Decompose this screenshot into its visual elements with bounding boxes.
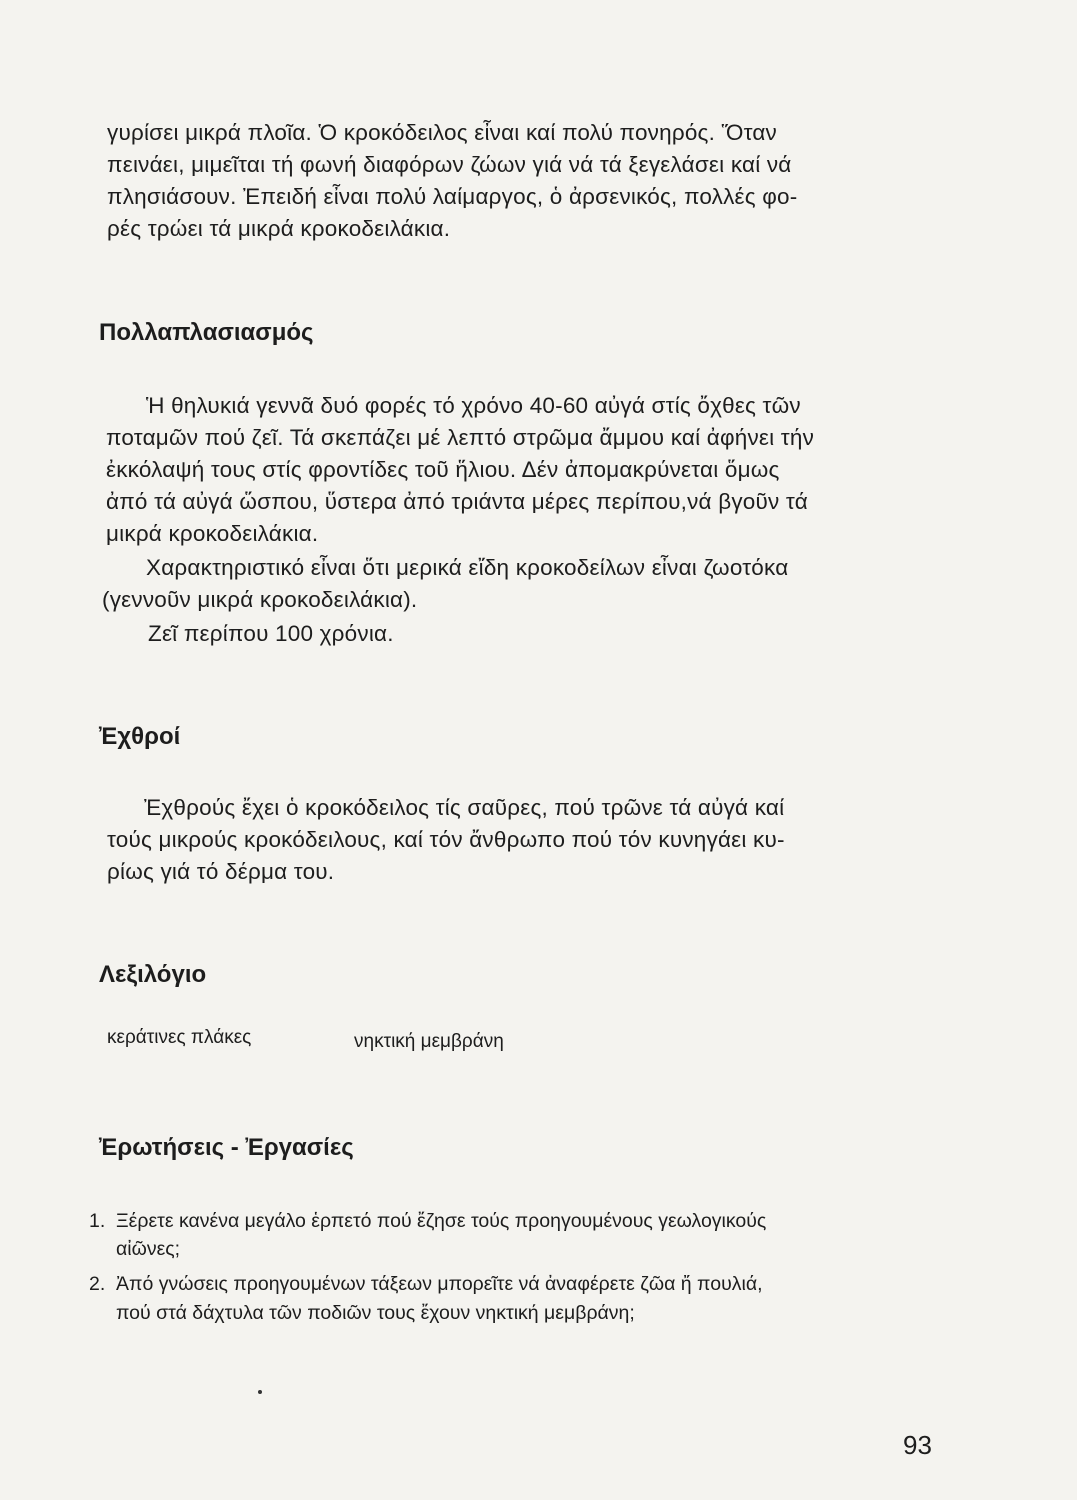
print-speck xyxy=(258,1390,262,1394)
section-heading-reproduction: Πολλαπλασιασμός xyxy=(99,319,314,346)
reproduction-line: ποταμῶν πού ζεῖ. Τά σκεπάζει μέ λεπτό στρῶμα ἄμμου καί ἀφήνει τήν xyxy=(106,425,815,450)
question-number: 2. xyxy=(89,1273,106,1295)
section-heading-glossary: Λεξιλόγιο xyxy=(99,961,207,988)
reproduction-line: ἀπό τά αὐγά ὥσπου, ὕστερα ἀπό τριάντα μέρες περίπου,νά βγοῦν τά xyxy=(106,489,808,514)
intro-line: ρές τρώει τά μικρά κροκοδειλάκια. xyxy=(107,216,451,241)
question-line: Ἀπό γνώσεις προηγουμένων τάξεων μπορεῖτε νά ἀναφέρετε ζῶα ἤ πουλιά, xyxy=(116,1273,763,1295)
enemies-line: ρίως γιά τό δέρμα του. xyxy=(107,859,335,884)
enemies-line: τούς μικρούς κροκόδειλους, καί τόν ἄνθρωπο πού τόν κυνηγάει κυ- xyxy=(107,827,785,852)
intro-line: πλησιάσουν. Ἐπειδή εἶναι πολύ λαίμαργος, ὁ ἀρσενικός, πολλές φο- xyxy=(107,184,798,209)
question-line: πού στά δάχτυλα τῶν ποδιῶν τους ἔχουν νηκτική μεμβράνη; xyxy=(116,1302,635,1324)
reproduction-line: Χαρακτηριστικό εἶναι ὅτι μερικά εἴδη κροκοδείλων εἶναι ζωοτόκα xyxy=(146,555,789,580)
reproduction-line: (γεννοῦν μικρά κροκοδειλάκια). xyxy=(102,587,418,612)
section-heading-questions: Ἐρωτήσεις - Ἐργασίες xyxy=(99,1134,354,1161)
intro-line: πεινάει, μιμεῖται τή φωνή διαφόρων ζώων γιά νά τά ξεγελάσει καί νά xyxy=(107,152,792,177)
enemies-line: Ἐχθρούς ἔχει ὁ κροκόδειλος τίς σαῦρες, πού τρῶνε τά αὐγά καί xyxy=(144,795,785,820)
reproduction-line: μικρά κροκοδειλάκια. xyxy=(106,521,319,546)
intro-line: γυρίσει μικρά πλοῖα. Ὁ κροκόδειλος εἶναι καί πολύ πονηρός. Ὅταν xyxy=(107,120,778,145)
reproduction-line: Ζεῖ περίπου 100 χρόνια. xyxy=(148,621,394,646)
page-number: 93 xyxy=(903,1430,932,1460)
question-line: Ξέρετε κανένα μεγάλο ἑρπετό πού ἔζησε τούς προηγουμένους γεωλογικούς xyxy=(116,1210,767,1232)
glossary-term: νηκτική μεμβράνη xyxy=(354,1031,504,1052)
glossary-term: κεράτινες πλάκες xyxy=(107,1027,252,1048)
question-number: 1. xyxy=(89,1210,106,1232)
question-line: αἰῶνες; xyxy=(116,1238,181,1260)
reproduction-line: ἐκκόλαψή τους στίς φροντίδες τοῦ ἥλιου. Δέν ἀπομακρύνεται ὅμως xyxy=(106,457,780,482)
reproduction-line: Ἡ θηλυκιά γεννᾶ δυό φορές τό χρόνο 40-60 αὐγά στίς ὄχθες τῶν xyxy=(146,393,801,418)
section-heading-enemies: Ἐχθροί xyxy=(99,723,181,750)
